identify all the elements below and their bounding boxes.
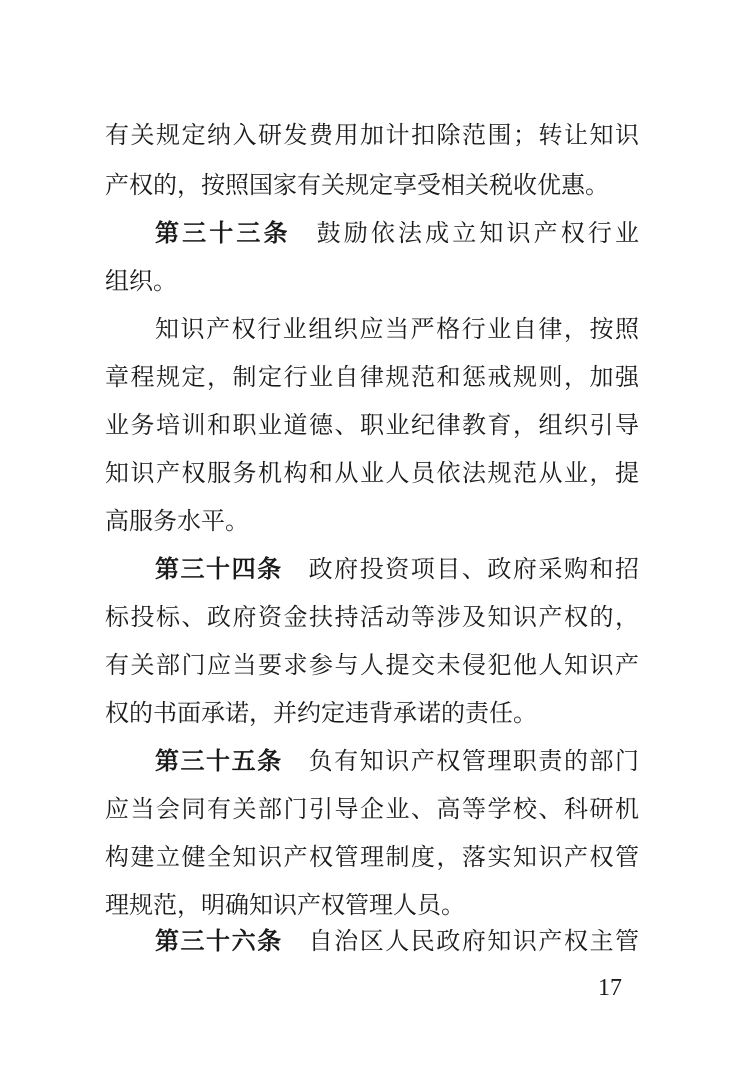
text-line: 知识产权服务机构和从业人员依法规范从业，提 xyxy=(105,459,639,487)
text-line: 知识产权行业组织应当严格行业自律，按照 xyxy=(155,315,639,343)
article-34-heading: 第三十四条 xyxy=(155,555,283,583)
article-36-heading: 第三十六条 xyxy=(155,927,283,955)
text-line: 构建立健全知识产权管理制度，落实知识产权管 xyxy=(105,843,639,871)
article-35-heading: 第三十五条 xyxy=(155,747,283,775)
article-33-heading: 第三十三条 xyxy=(155,219,291,247)
text-line: 有关部门应当要求参与人提交未侵犯他人知识产 xyxy=(105,651,639,679)
page-number: 17 xyxy=(598,975,622,1001)
text-line: 业务培训和职业道德、职业纪律教育，组织引导 xyxy=(105,411,639,439)
article-33-line xyxy=(155,218,639,248)
article-34-line xyxy=(155,554,639,584)
text-span: 自治区人民政府知识产权主管 xyxy=(308,927,640,955)
text-span: 鼓励依法成立知识产权行业 xyxy=(316,219,639,247)
text-line: 高服务水平。 xyxy=(105,507,249,535)
text-line: 组织。 xyxy=(105,267,177,295)
text-span: 负有知识产权管理职责的部门 xyxy=(308,747,640,775)
text-line: 应当会同有关部门引导企业、高等学校、科研机 xyxy=(105,795,639,823)
article-35-line xyxy=(155,746,639,776)
text-line: 权的书面承诺，并约定违背承诺的责任。 xyxy=(105,699,537,727)
text-line: 标投标、政府资金扶持活动等涉及知识产权的， xyxy=(105,603,639,631)
text-line: 产权的，按照国家有关规定享受相关税收优惠。 xyxy=(105,171,609,199)
text-line: 章程规定，制定行业自律规范和惩戒规则，加强 xyxy=(105,363,639,391)
article-36-line xyxy=(155,926,639,956)
text-line: 理规范，明确知识产权管理人员。 xyxy=(105,891,465,919)
text-span: 政府投资项目、政府采购和招 xyxy=(308,555,640,583)
text-line: 有关规定纳入研发费用加计扣除范围；转让知识 xyxy=(105,121,639,149)
